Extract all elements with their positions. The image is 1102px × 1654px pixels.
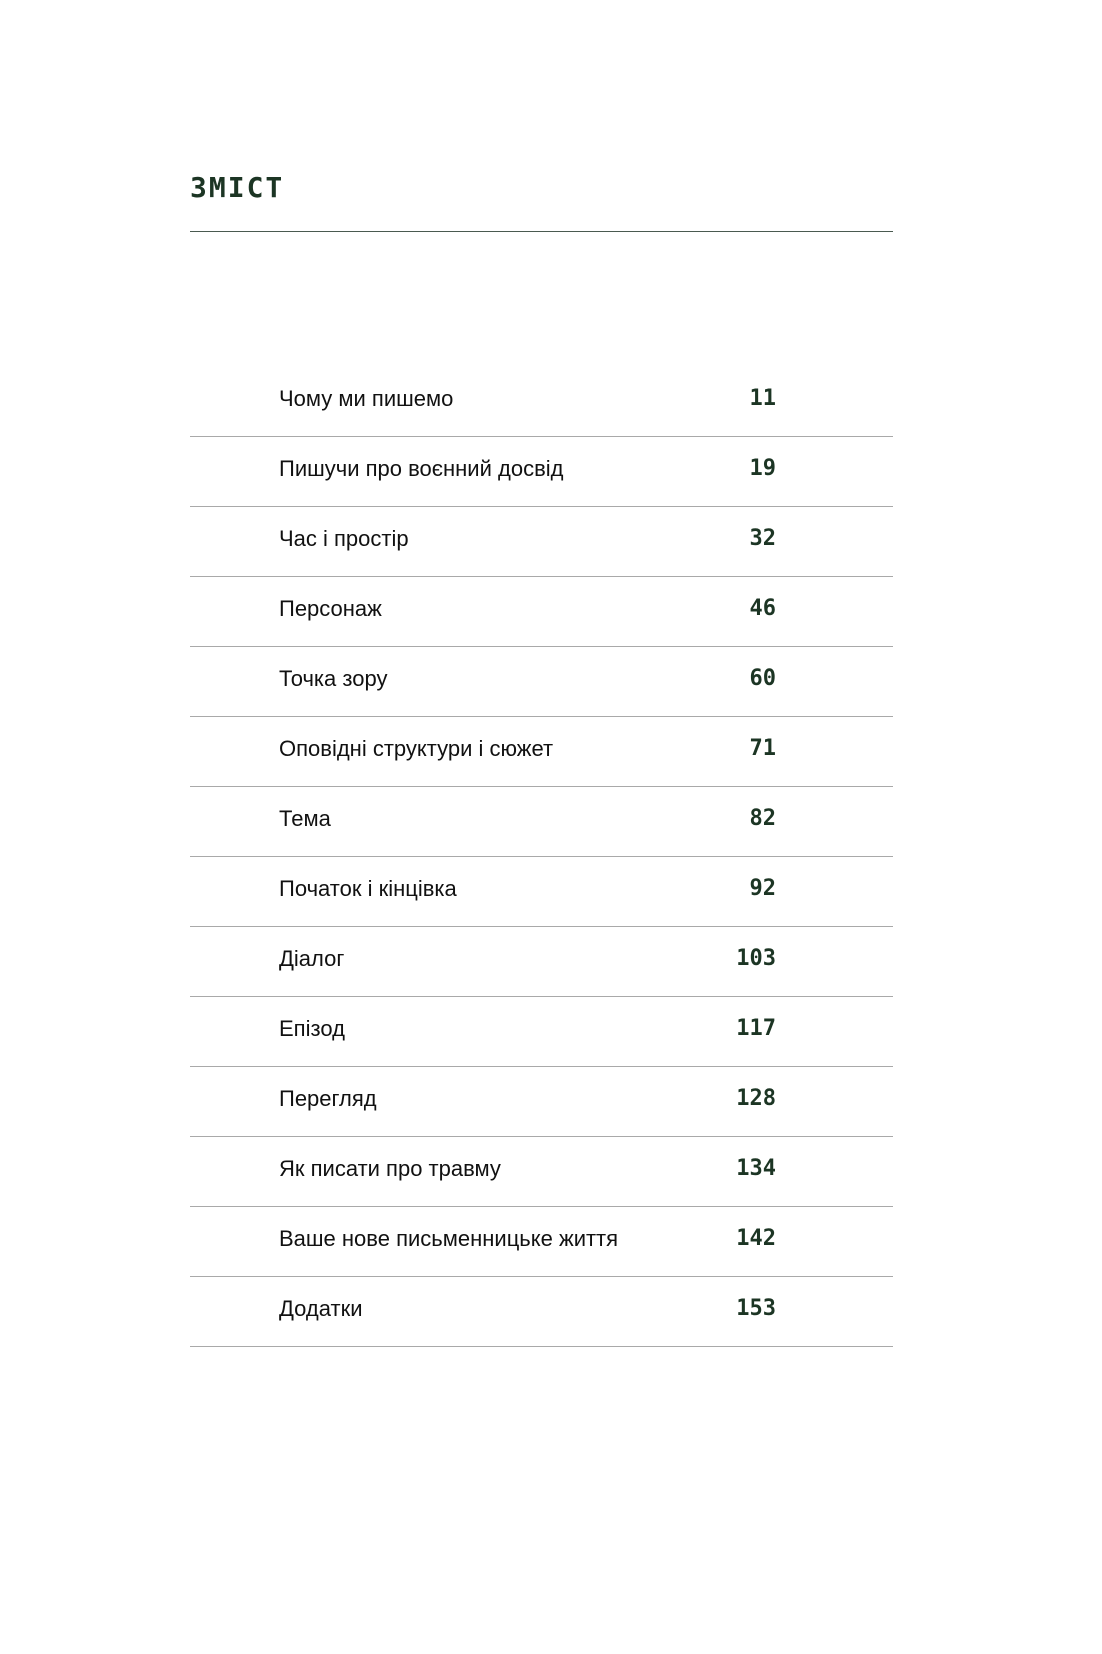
toc-entry[interactable] [190,507,893,577]
toc-entry[interactable] [190,437,893,507]
toc-entry-title: Персонаж [279,596,382,621]
toc-entry-title: Пишучи про воєнний досвід [279,456,564,481]
toc-entry-title: Як писати про травму [279,1156,501,1181]
toc-entry-title: Тема [279,806,331,831]
toc-entry-page: 71 [749,736,776,761]
toc-entry-page: 142 [736,1226,776,1251]
toc-entry-page: 11 [749,386,776,411]
toc-entry-page: 128 [736,1086,776,1111]
toc-entry-page: 134 [736,1156,776,1181]
toc-entry[interactable] [190,787,893,857]
toc-entry[interactable] [190,577,893,647]
toc-entry[interactable] [190,857,893,927]
toc-entry-page: 19 [749,456,776,481]
toc-entry-page: 82 [749,806,776,831]
page-title: ЗМІСТ [190,171,285,204]
toc-entry-title: Початок і кінцівка [279,876,457,901]
toc-entry[interactable] [190,1207,893,1277]
toc-entry[interactable] [190,1137,893,1207]
toc-entry-page: 60 [749,666,776,691]
toc-entry-page: 153 [736,1296,776,1321]
toc-entry-page: 117 [736,1016,776,1041]
toc-entry-title: Додатки [279,1296,363,1321]
toc-entry-title: Перегляд [279,1086,377,1111]
toc-entry-page: 92 [749,876,776,901]
toc-entry[interactable] [190,927,893,997]
toc-entry[interactable] [190,1067,893,1137]
toc-entry-title: Чому ми пишемо [279,386,454,411]
toc-entry[interactable] [190,1277,893,1347]
toc-entry[interactable] [190,367,893,437]
toc-entry-page: 32 [749,526,776,551]
toc-entry-title: Оповідні структури і сюжет [279,736,554,761]
title-divider [190,231,893,232]
toc-entry-title: Ваше нове письменницьке життя [279,1226,619,1251]
toc-entry[interactable] [190,997,893,1067]
toc-entry[interactable] [190,717,893,787]
toc-entry-title: Епізод [279,1016,345,1041]
toc-entry-page: 103 [736,946,776,971]
table-of-contents [190,367,893,1347]
toc-entry-title: Час і простір [279,526,409,551]
toc-entry-page: 46 [749,596,776,621]
toc-entry-title: Точка зору [279,666,388,691]
toc-entry[interactable] [190,647,893,717]
toc-entry-title: Діалог [279,946,345,971]
